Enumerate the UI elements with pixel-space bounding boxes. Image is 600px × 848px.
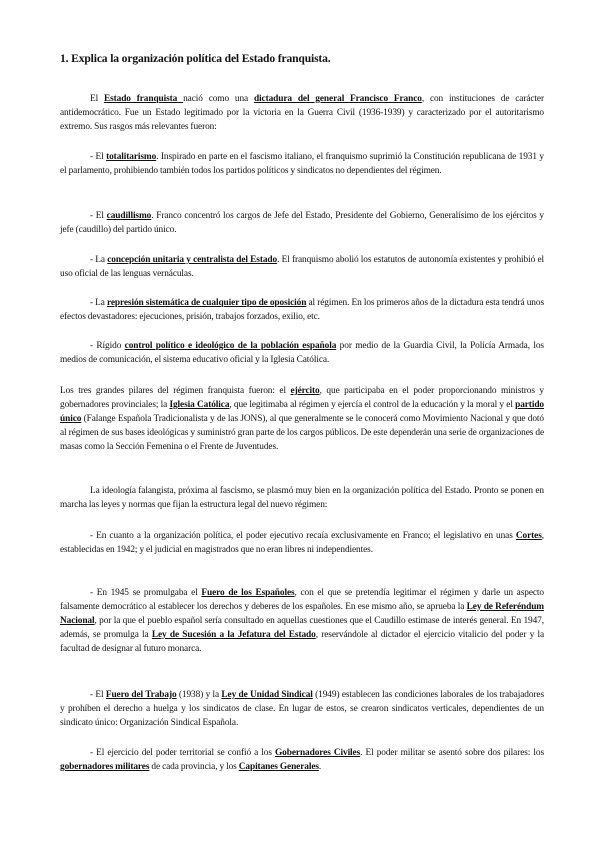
paragraph-poder-territorial: - El ejercicio del poder territorial se confió a los Gobernadores Civiles. El poder militar se asentó sobre dos pilares: los gobernadores militares de cada provincia, y los Capitanes Generales. [60, 748, 545, 772]
paragraph-totalitarismo: - El totalitarismo. Inspirado en parte en el fascismo italiano, el franquismo suprimió la Constitución republicana de 1931 y el parlamento, prohibiendo también todos los partidos políticos y sindicatos no dependientes del régimen. [60, 152, 544, 176]
paragraph-caudillismo: - El caudillismo. Franco concentró los cargos de Jefe del Estado, Presidente del Gobierno, Generalísimo de los ejércitos y jefe (caudillo) del partido único. [60, 211, 545, 235]
paragraph-represion: - La represión sistemática de cualquier tipo de oposición al régimen. En los primeros años de la dictadura esta tendrá unos efectos devastadores: ejecuciones, prisión, trabajos forzados, exilio, etc. [60, 298, 544, 322]
paragraph-fuero-trabajo: - El Fuero del Trabajo (1938) y la Ley de Unidad Sindical (1949) establecen las condiciones laborales de los trabajadores y prohíben el derecho a huelga y los sindicatos de clase. En lugar de estos, se crearon sindicatos verticales, dependientes de un sindicato único: Organización Sindical Española. [60, 690, 545, 728]
paragraph-centralismo: - La concepción unitaria y centralista del Estado. El franquismo abolió los estatutos de autonomía existentes y prohibió el uso oficial de las lenguas vernáculas. [60, 255, 545, 279]
paragraph-ideologia: La ideología falangista, próxima al fascismo, se plasmó muy bien en la organización política del Estado. Pronto se ponen en marcha las leyes y normas que fijan la estructura legal del nuevo régimen: [60, 486, 544, 510]
paragraph-organizacion: - En cuanto a la organización política, el poder ejecutivo recaía exclusivamente en Franco; el legislativo en unas Cortes, establecidas en 1942; y el judicial en magistrados que no eran libres ni independientes. [60, 531, 544, 555]
paragraph-pilares: Los tres grandes pilares del régimen franquista fueron: el ejército, que participaba en el poder proporcionando ministros y gobernadores provinciales; la Iglesia Católica, que legitimaba al régimen y ejercía el control de la educación y la moral y el partido único (Falange Española Tradicionalista y de las JONS), al que generalmente se le conocerá como Movimiento Nacional y que dotó al régimen de sus bases ideológicas y suministró gran parte de los cargos públicos. De este dependerán una serie de organizaciones de masas como la Sección Femenina o el Frente de Juventudes. [60, 386, 544, 452]
paragraph-fuero-espanoles: - En 1945 se promulgaba el Fuero de los Españoles, con el que se pretendía legitimar el régimen y darle un aspecto falsamente democrático al establecer los derechos y deberes de los españoles. En ese mismo año, se aprueba la Ley de Referéndum Nacional, por la que el pueblo español sería consultado en aquellas cuestiones que el Caudillo estimase de interés general. En 1947, además, se promulga la Ley de Sucesión a la Jefatura del Estado, reservándole al dictador el ejercicio vitalicio del poder y la facultad de designar al futuro monarca. [60, 588, 545, 654]
paragraph-intro: El Estado franquista nació como una dictadura del general Francisco Franco, con instituciones de carácter antidemocrático. Fue un Estado legitimado por la victoria en la Guerra Civil (1936-1939) y caracterizado por el autoritarismo extremo. Sus rasgos más relevantes fueron: [60, 94, 544, 132]
page-title: 1. Explica la organización política del Estado franquista. [60, 52, 331, 65]
paragraph-control: - Rígido control político e ideológico de la población española por medio de la Guardia Civil, la Policía Armada, los medios de comunicación, el sistema educativo oficial y la Iglesia Católica. [60, 341, 544, 365]
